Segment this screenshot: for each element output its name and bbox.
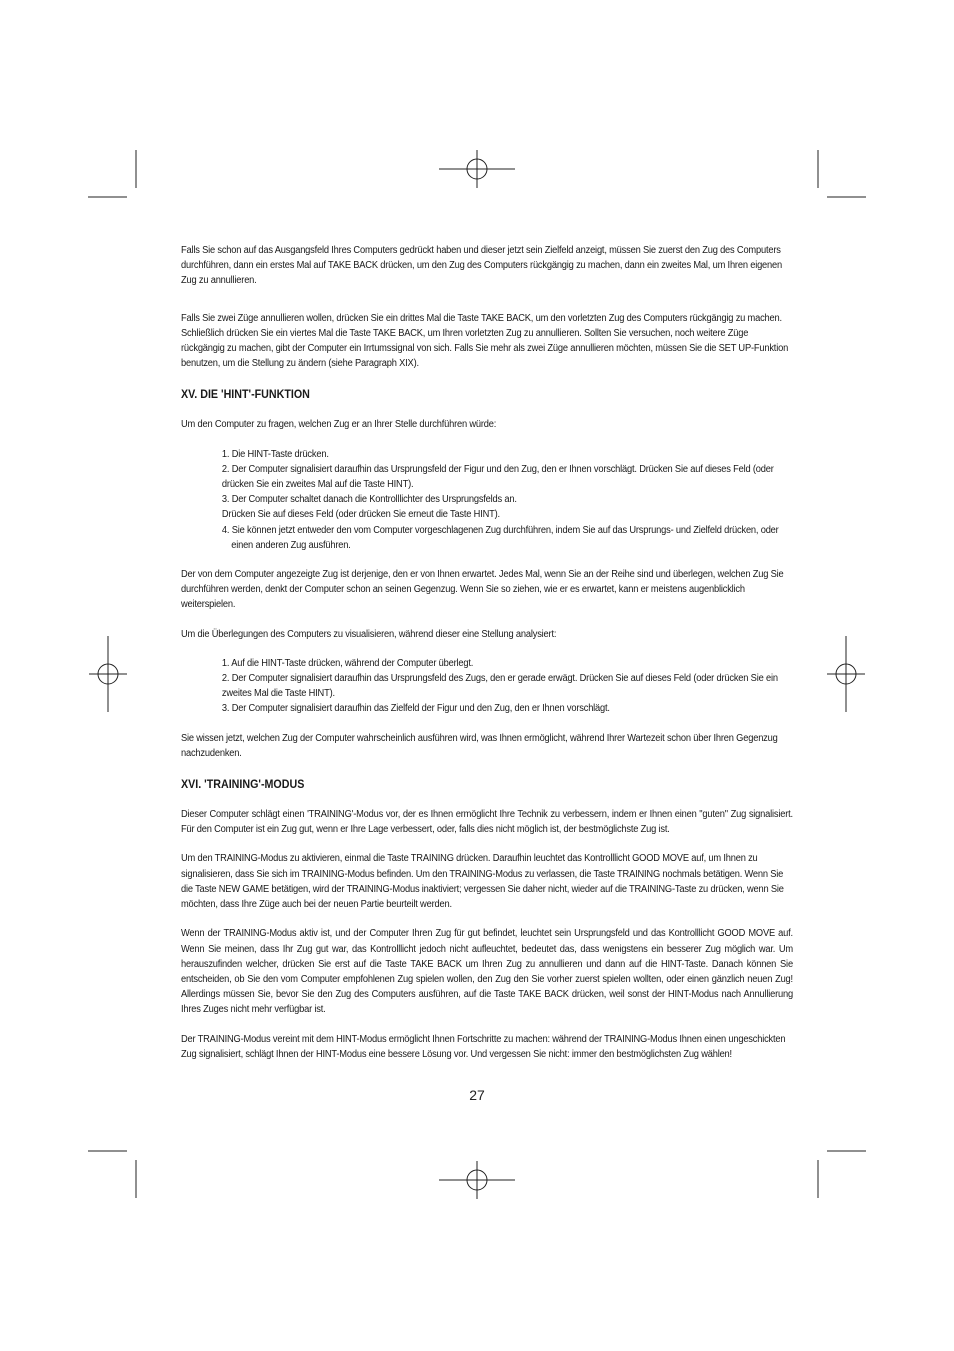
hint-closing: Sie wissen jetzt, welchen Zug der Computer wahrscheinlich ausführen wird, was Ihnen ermöglicht, während Ihrer Wartezeit schon über Ihren Gegenzug nachzudenken. (181, 732, 778, 759)
list-item: 4. Sie können jetzt entweder den vom Computer vorgeschlagenen Zug durchführen, indem Sie auf das Ursprungs- und Zielfeld drücken, oder (221, 524, 779, 536)
section-heading-hint: XV. DIE 'HINT'-FUNKTION (181, 389, 310, 402)
list-item: 2. Der Computer signalisiert daraufhin das Ursprungsfeld des Zugs, den er gerade erwägt. Drücken Sie auf dieses Feld (oder drücken Sie ein zweites Mal die Taste HINT). (221, 673, 778, 700)
registration-target-top (439, 150, 515, 188)
page-body (181, 243, 793, 1062)
hint-paragraph-after: Der von dem Computer angezeigte Zug ist derjenige, den er von Ihnen erwartet. Jedes Mal, wenn Sie an der Reihe sind und überlegen, welchen Zug Sie durchführen werden, denkt der Computer schon an seinen Gegenzug. Wenn Sie so ziehen, wie er es erwartet, kann er meistens augenblicklich weiterspielen. (181, 569, 784, 611)
list-item: 2. Der Computer signalisiert daraufhin das Ursprungsfeld der Figur und den Zug, den er Ihnen vorschlägt. Drücken Sie auf dieses Feld (oder drücken Sie ein zweites Mal auf die Taste HINT). (221, 463, 774, 491)
training-paragraph-3: Wenn der TRAINING-Modus aktiv ist, und der Computer Ihren Zug für gut befindet, leuchtet sein Ursprungsfeld und das Kontrolllicht GOOD MOVE auf. Wenn Sie meinen, dass Ihr Zug gut war, das Kontrolllicht jedoch nicht aufleuchtet, bedeutet das, dass wenigstens ein besserer Zug möglich war. Um herauszufinden welcher, drücken Sie erst auf die Taste TAKE BACK um Ihren Zug zu annullieren und dann auf die HINT-Taste. Danach können Sie entscheiden, ob Sie den vom Computer empfohlenen Zug spielen wollen, den Zug den Sie vorher zuerst spielen wollten, oder einen gänzlich neuen Zug! Allerdings müssen Sie, bevor Sie den Zug des Computers ausführen, auf die Taste TAKE BACK drücken, weil sonst der HINT-Modus nach Annullierung Ihres Zuges nicht mehr verfügbar ist. (181, 928, 793, 1016)
intro-paragraph-2: Falls Sie zwei Züge annullieren wollen, drücken Sie ein drittes Mal die Taste TAKE BACK, um den vorletzten Zug des Computers rückgängig zu machen. Schließlich drücken Sie ein viertes Mal die Taste TAKE BACK, um Ihren vorletzten Zug zu annullieren. Sollten Sie versuchen, noch weitere Züge rückgängig zu machen, gibt der Computer ein Irrtumssignal von sich. Falls Sie mehr als zwei Züge annullieren möchten, müssen Sie die SET UP-Funktion benutzen, um die Stellung zu ändern (siehe Paragraph XIX). (181, 312, 789, 370)
training-paragraph-4: Der TRAINING-Modus vereint mit dem HINT-Modus ermöglicht Ihnen Fortschritte zu machen: während der TRAINING-Modus Ihnen einen ungeschickten Zug signalisiert, schlägt Ihnen der HINT-Modus eine bessere Lösung vor. Und vergessen Sie nicht: immer den bestmöglichsten Zug wählen! (181, 1033, 786, 1060)
visualize-steps (181, 656, 793, 717)
section-heading-training: XVI. 'TRAINING'-MODUS (181, 779, 305, 792)
list-item: 1. Auf die HINT-Taste drücken, während der Computer überlegt. (221, 657, 474, 669)
list-item: 3. Der Computer schaltet danach die Kontrolllichter des Ursprungsfelds an. (221, 494, 517, 506)
intro-paragraph-1: Falls Sie schon auf das Ausgangsfeld Ihres Computers gedrückt haben und dieser jetzt sein Zielfeld anzeigt, müssen Sie zuerst den Zug des Computers durchführen, dann ein erstes Mal auf TAKE BACK drücken, um den Zug des Computers rückgängig zu machen, dann ein zweites Mal, um Ihren eigenen Zug zu annullieren. (181, 245, 783, 287)
page-number: 27 (469, 1087, 485, 1103)
registration-target-bottom (439, 1161, 515, 1199)
training-paragraph-2: Um den TRAINING-Modus zu aktivieren, einmal die Taste TRAINING drücken. Daraufhin leuchtet das Kontrolllicht GOOD MOVE auf, um Ihnen zu signalisieren, dass Sie sich im TRAINING-Modus befinden. Um den TRAINING-Modus zu verlassen, die Taste TRAINING nochmals betätigen. Wenn Sie die Taste NEW GAME betätigen, wird der TRAINING-Modus inaktiviert; vergessen Sie daher nicht, wieder auf die TRAINING-Taste zu drücken, wenn Sie möchten, dass Ihre Züge auch bei der neuen Partie beurteilt werden. (181, 853, 784, 911)
registration-target-left (89, 636, 127, 712)
registration-target-right (827, 636, 865, 712)
hint-steps (181, 447, 793, 553)
list-item: 1. Die HINT-Taste drücken. (221, 448, 329, 460)
list-item: 3. Der Computer signalisiert daraufhin das Zielfeld der Figur und den Zug, den er Ihnen vorschlägt. (221, 703, 610, 715)
training-paragraph-1: Dieser Computer schlägt einen 'TRAINING'-Modus vor, der es Ihnen ermöglicht Ihre Technik zu verbessern, indem er Ihnen einen "guten" Zug signalisiert. Für den Computer ist ein Zug gut, wenn er Ihre Lage verbessert, oder, falls dies nicht möglich ist, der bestmöglichste Zug ist. (181, 809, 793, 836)
hint-intro: Um den Computer zu fragen, welchen Zug er an Ihrer Stelle durchführen würde: (181, 419, 497, 431)
visualize-intro: Um die Überlegungen des Computers zu visualisieren, während dieser eine Stellung analysiert: (181, 628, 557, 640)
list-item: Drücken Sie auf dieses Feld (oder drücken Sie erneut die Taste HINT). (221, 509, 500, 521)
list-item: einen anderen Zug ausführen. (231, 539, 351, 551)
